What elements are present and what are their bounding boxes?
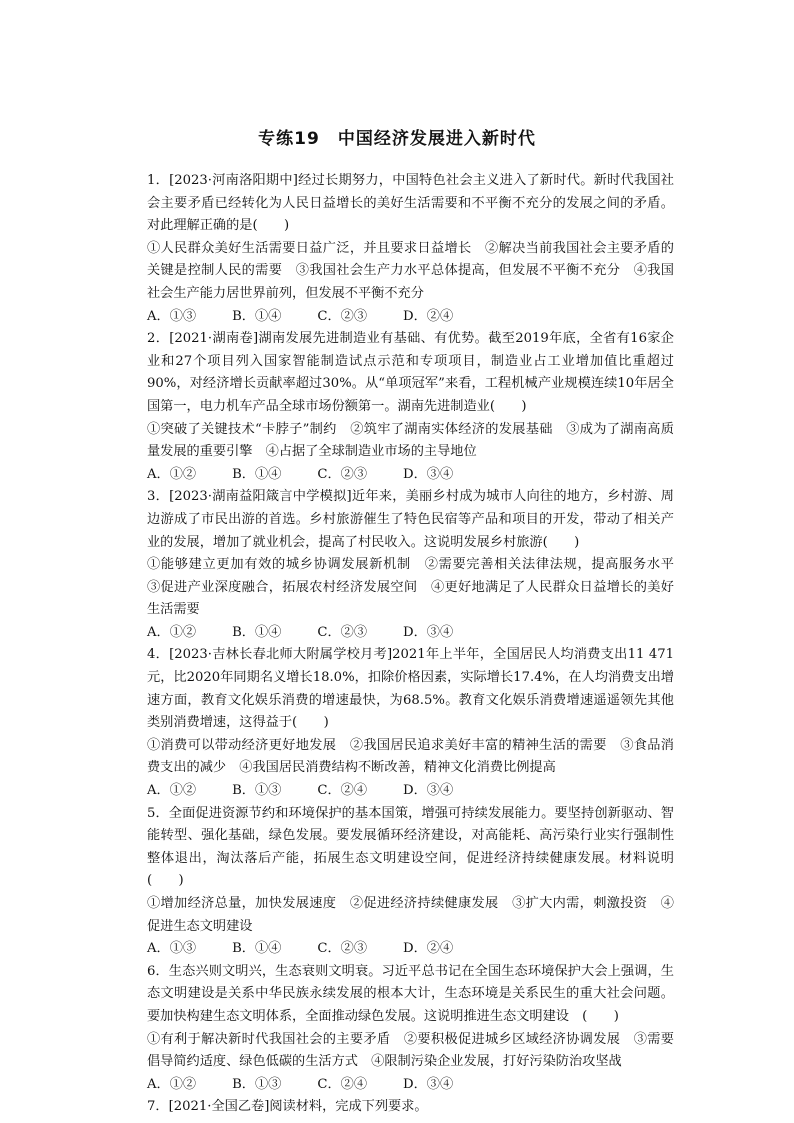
option-d: D．②④	[403, 308, 454, 324]
question-statements: ①增加经济总量，加快发展速度 ②促进经济持续健康发展 ③扩大内需，刺激投资 ④促进生态文明建设	[147, 896, 674, 934]
question-3	[147, 486, 688, 644]
option-c: C．②③	[317, 308, 368, 324]
answer-options	[147, 1074, 674, 1097]
option-c: C．②③	[317, 624, 368, 640]
answer-options	[147, 780, 674, 803]
question-statements: ①有利于解决新时代我国社会的主要矛盾 ②要积极促进城乡区域经济协调发展 ③需要倡导简约适度、绿色低碳的生活方式 ④限制污染企业发展，打好污染防治攻坚战	[147, 1031, 674, 1070]
question-statements: ①突破了关键技术“卡脖子”制约 ②筑牢了湖南实体经济的发展基础 ③成为了湖南高质量发展的重要引擎 ④占据了全球制造业市场的主导地位	[147, 421, 674, 460]
answer-options	[147, 622, 674, 645]
option-a: A．①③	[147, 308, 197, 324]
option-b: B．①③	[232, 1076, 282, 1092]
option-a: A．①③	[147, 941, 197, 957]
question-stem: 2．[2021·湖南卷]湖南发展先进制造业有基础、有优势。截至2019年底，全省有16家企业和27个项目列入国家智能制造试点示范和专项项目，制造业占工业增加值比重超过90%，对经济增长贡献率超过30%。从“单项冠军”来看，工程机械产业规模连续10年居全国第一，电力机车产品全球市场份额第一。湖南先进制造业( )	[147, 331, 674, 414]
option-b: B．①④	[232, 308, 282, 324]
question-statements: ①消费可以带动经济更好地发展 ②我国居民追求美好丰富的精神生活的需要 ③食品消费支出的减少 ④我国居民消费结构不断改善，精神文化消费比例提高	[147, 737, 674, 776]
question-4	[147, 644, 674, 802]
answer-options	[147, 464, 674, 487]
option-c: C．②④	[317, 1076, 368, 1092]
question-list	[147, 170, 688, 1119]
option-b: B．①④	[232, 466, 282, 482]
option-d: D．③④	[403, 466, 454, 482]
question-stem: 6．生态兴则文明兴，生态衰则文明衰。习近平总书记在全国生态环境保护大会上强调，生态文明建设是关系中华民族永续发展的根本大计，生态环境是关系民生的重大社会问题。要加快构建生态文明体系，全面推动绿色发展。这说明推进生态文明建设 ( )	[147, 963, 674, 1024]
option-a: A．①②	[147, 466, 197, 482]
option-a: A．①②	[147, 624, 197, 640]
option-b: B．①③	[232, 783, 282, 799]
question-stem: 1．[2023·河南洛阳期中]经过长期努力，中国特色社会主义进入了新时代。新时代我国社会主要矛盾已经转化为人民日益增长的美好生活需要和不平衡不充分的发展之间的矛盾。对此理解正确的是( )	[147, 173, 674, 234]
answer-options	[147, 938, 674, 961]
option-d: D．②④	[403, 941, 454, 957]
option-c: C．②④	[317, 783, 368, 799]
option-c: C．②③	[317, 466, 368, 482]
option-b: B．①④	[232, 941, 282, 957]
question-2	[147, 328, 674, 486]
option-a: A．①②	[147, 783, 197, 799]
question-stem: 5．全面促进资源节约和环境保护的基本国策，增强可持续发展能力。要坚持创新驱动、智能转型、强化基础，绿色发展。要发展循环经济建设，对高能耗、高污染行业实行强制性整体退出，淘汰落后产能，拓展生态文明建设空间，促进经济持续健康发展。材料说明( )	[147, 805, 674, 889]
option-b: B．①④	[232, 624, 282, 640]
option-a: A．①②	[147, 1076, 197, 1092]
answer-options	[147, 306, 674, 329]
question-6	[147, 961, 674, 1097]
question-stem: 3．[2023·湖南益阳箴言中学模拟]近年来，美丽乡村成为城市人向往的地方，乡村游、周边游成了市民出游的首选。乡村旅游催生了特色民宿等产品和项目的开发，带动了相关产业的发展，增加了就业机会，提高了村民收入。这说明发展乡村旅游( )	[147, 489, 674, 550]
question-stem: 7．[2021·全国乙卷]阅读材料，完成下列要求。	[147, 1099, 428, 1115]
question-statements: ①能够建立更加有效的城乡协调发展新机制 ②需要完善相关法律法规，提高服务水平 ③促进产业深度融合，拓展农村经济发展空间 ④更好地满足了人民群众日益增长的美好生活需要	[147, 557, 688, 618]
option-d: D．③④	[403, 783, 454, 799]
question-1	[147, 170, 674, 328]
question-7	[147, 1096, 674, 1119]
option-c: C．②③	[317, 941, 368, 957]
question-stem: 4．[2023·吉林长春北师大附属学校月考]2021年上半年，全国居民人均消费支出11 471元，比2020年同期名义增长18.0%，扣除价格因素，实际增长17.4%，在人均消费支出增速方面，教育文化娱乐消费的增速最快，为68.5%。教育文化娱乐消费增速遥遥领先其他类别消费增速，这得益于( )	[147, 647, 674, 731]
page-title: 专练19 中国经济发展进入新时代	[258, 129, 536, 149]
option-d: D．③④	[403, 624, 454, 640]
question-statements: ①人民群众美好生活需要日益广泛，并且要求日益增长 ②解决当前我国社会主要矛盾的关键是控制人民的需要 ③我国社会生产力水平总体提高，但发展不平衡不充分 ④我国社会生产能力居世界前列，但发展不平衡不充分	[147, 240, 674, 301]
option-d: D．③④	[403, 1076, 454, 1092]
question-5	[147, 803, 674, 961]
